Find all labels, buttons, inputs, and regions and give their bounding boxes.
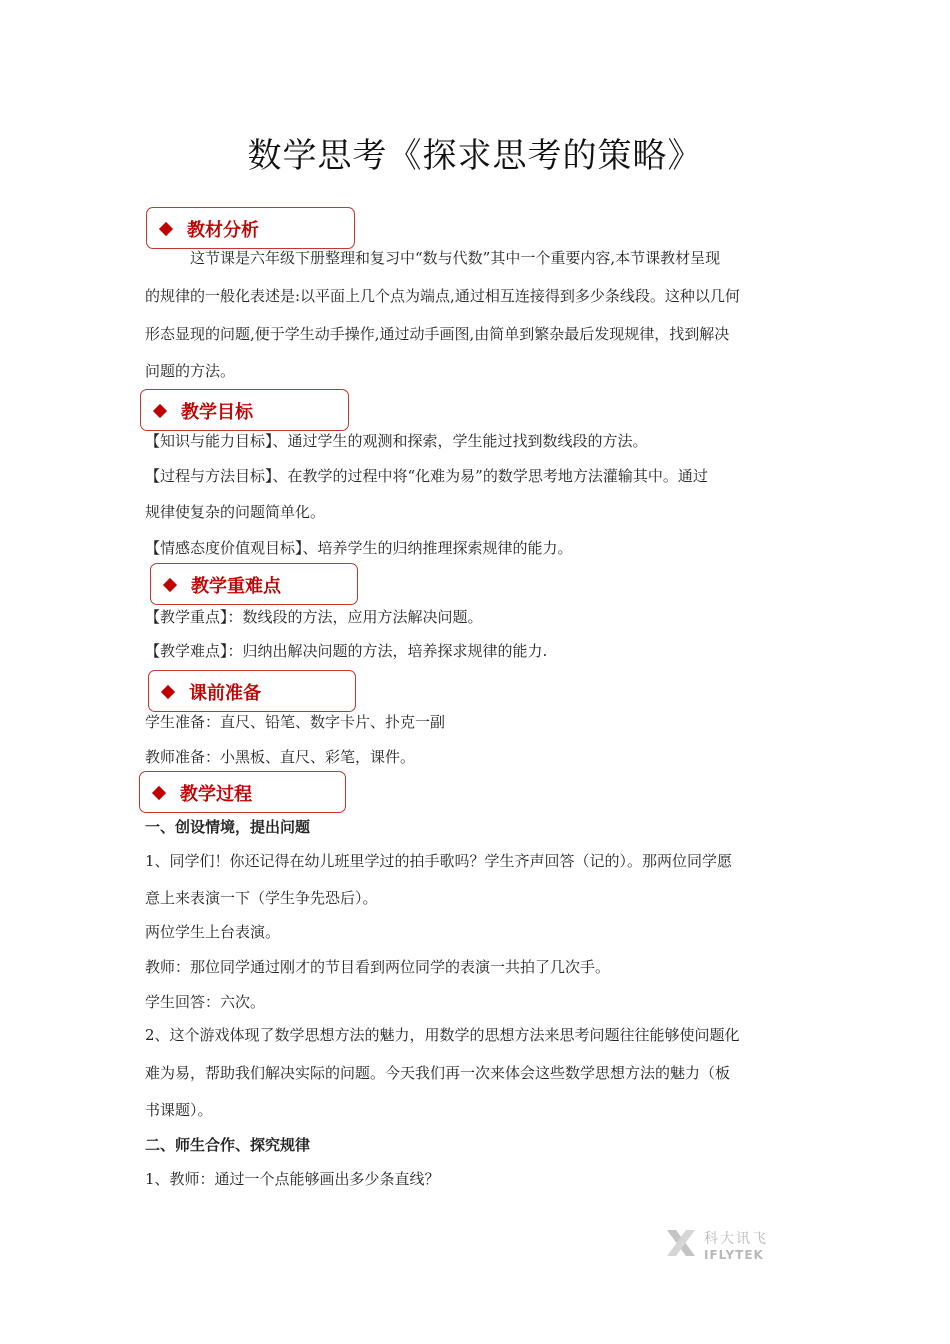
- paragraph-line: 意上来表演一下（学生争先恐后）。: [145, 889, 378, 907]
- logo-text-cn: 科大讯飞: [704, 1231, 768, 1247]
- paragraph-line: 两位学生上台表演。: [145, 923, 281, 941]
- paragraph-line: 学生准备：直尺、铅笔、数字卡片、扑克一副: [145, 713, 446, 731]
- section-title: 教学过程: [180, 784, 252, 805]
- section-header-preparation: [148, 670, 356, 712]
- paragraph-line: 1、同学们！你还记得在幼儿班里学过的拍手歌吗？学生齐声回答（记的）。那两位同学愿: [145, 852, 733, 870]
- paragraph-line: 的规律的一般化表述是:以平面上几个点为端点,通过相互连接得到多少条线段。这种以几何: [145, 287, 740, 305]
- document-title: 数学思考《探求思考的策略》: [247, 136, 703, 176]
- paragraph-line: 形态显现的问题,便于学生动手操作,通过动手画图,由简单到繁杂最后发现规律，找到解决: [145, 325, 730, 343]
- paragraph-line: 教师准备：小黑板、直尺、彩笔，课件。: [145, 748, 416, 766]
- section-header-key-points: [150, 563, 358, 605]
- paragraph-line: 【情感态度价值观目标】、培养学生的归纳推理探索规律的能力。: [145, 539, 573, 557]
- iflytek-logo: [664, 1226, 784, 1270]
- paragraph-line: 规律使复杂的问题简单化。: [145, 503, 326, 521]
- section-title: 教学目标: [181, 402, 253, 423]
- paragraph-line: 【知识与能力目标】、通过学生的观测和探索，学生能过找到数线段的方法。: [145, 432, 648, 450]
- paragraph-line: 1、教师：通过一个点能够画出多少条直线？: [145, 1170, 440, 1188]
- paragraph-line: 难为易，帮助我们解决实际的问题。今天我们再一次来体会这些数学思想方法的魅力（板: [145, 1064, 731, 1082]
- section-title: 教学重难点: [191, 576, 281, 597]
- subheading: 一、创设情境，提出问题: [145, 818, 311, 836]
- paragraph-line: 教师：那位同学通过刚才的节目看到两位同学的表演一共拍了几次手。: [145, 958, 611, 976]
- paragraph-line: 书课题）。: [145, 1101, 213, 1119]
- subheading: 二、师生合作、探究规律: [145, 1136, 311, 1154]
- paragraph-line: 【教学重点】：数线段的方法，应用方法解决问题。: [145, 608, 483, 626]
- section-header-process: [139, 771, 346, 813]
- iflytek-mark-icon: [664, 1226, 698, 1260]
- paragraph-line: 这节课是六年级下册整理和复习中“数与代数”其中一个重要内容,本节课教材呈现: [190, 249, 721, 267]
- diamond-icon: [153, 404, 167, 418]
- section-header-materials: [146, 207, 355, 249]
- paragraph-line: 2、这个游戏体现了数学思想方法的魅力，用数学的思想方法来思考问题往往能够使问题化: [145, 1026, 740, 1044]
- diamond-icon: [161, 685, 175, 699]
- paragraph-line: 学生回答：六次。: [145, 993, 266, 1011]
- paragraph-line: 【教学难点】：归纳出解决问题的方法，培养探求规律的能力.: [145, 642, 548, 660]
- paragraph-line: 【过程与方法目标】、在教学的过程中将“化难为易”的数学思考地方法灌输其中。通过: [145, 467, 708, 485]
- diamond-icon: [152, 786, 166, 800]
- section-header-objectives: [140, 389, 349, 431]
- paragraph-line: 问题的方法。: [145, 362, 236, 380]
- section-title: 教材分析: [187, 220, 259, 241]
- diamond-icon: [159, 222, 173, 236]
- section-title: 课前准备: [189, 683, 261, 704]
- logo-text-en: IFLYTEK: [704, 1248, 764, 1262]
- diamond-icon: [163, 578, 177, 592]
